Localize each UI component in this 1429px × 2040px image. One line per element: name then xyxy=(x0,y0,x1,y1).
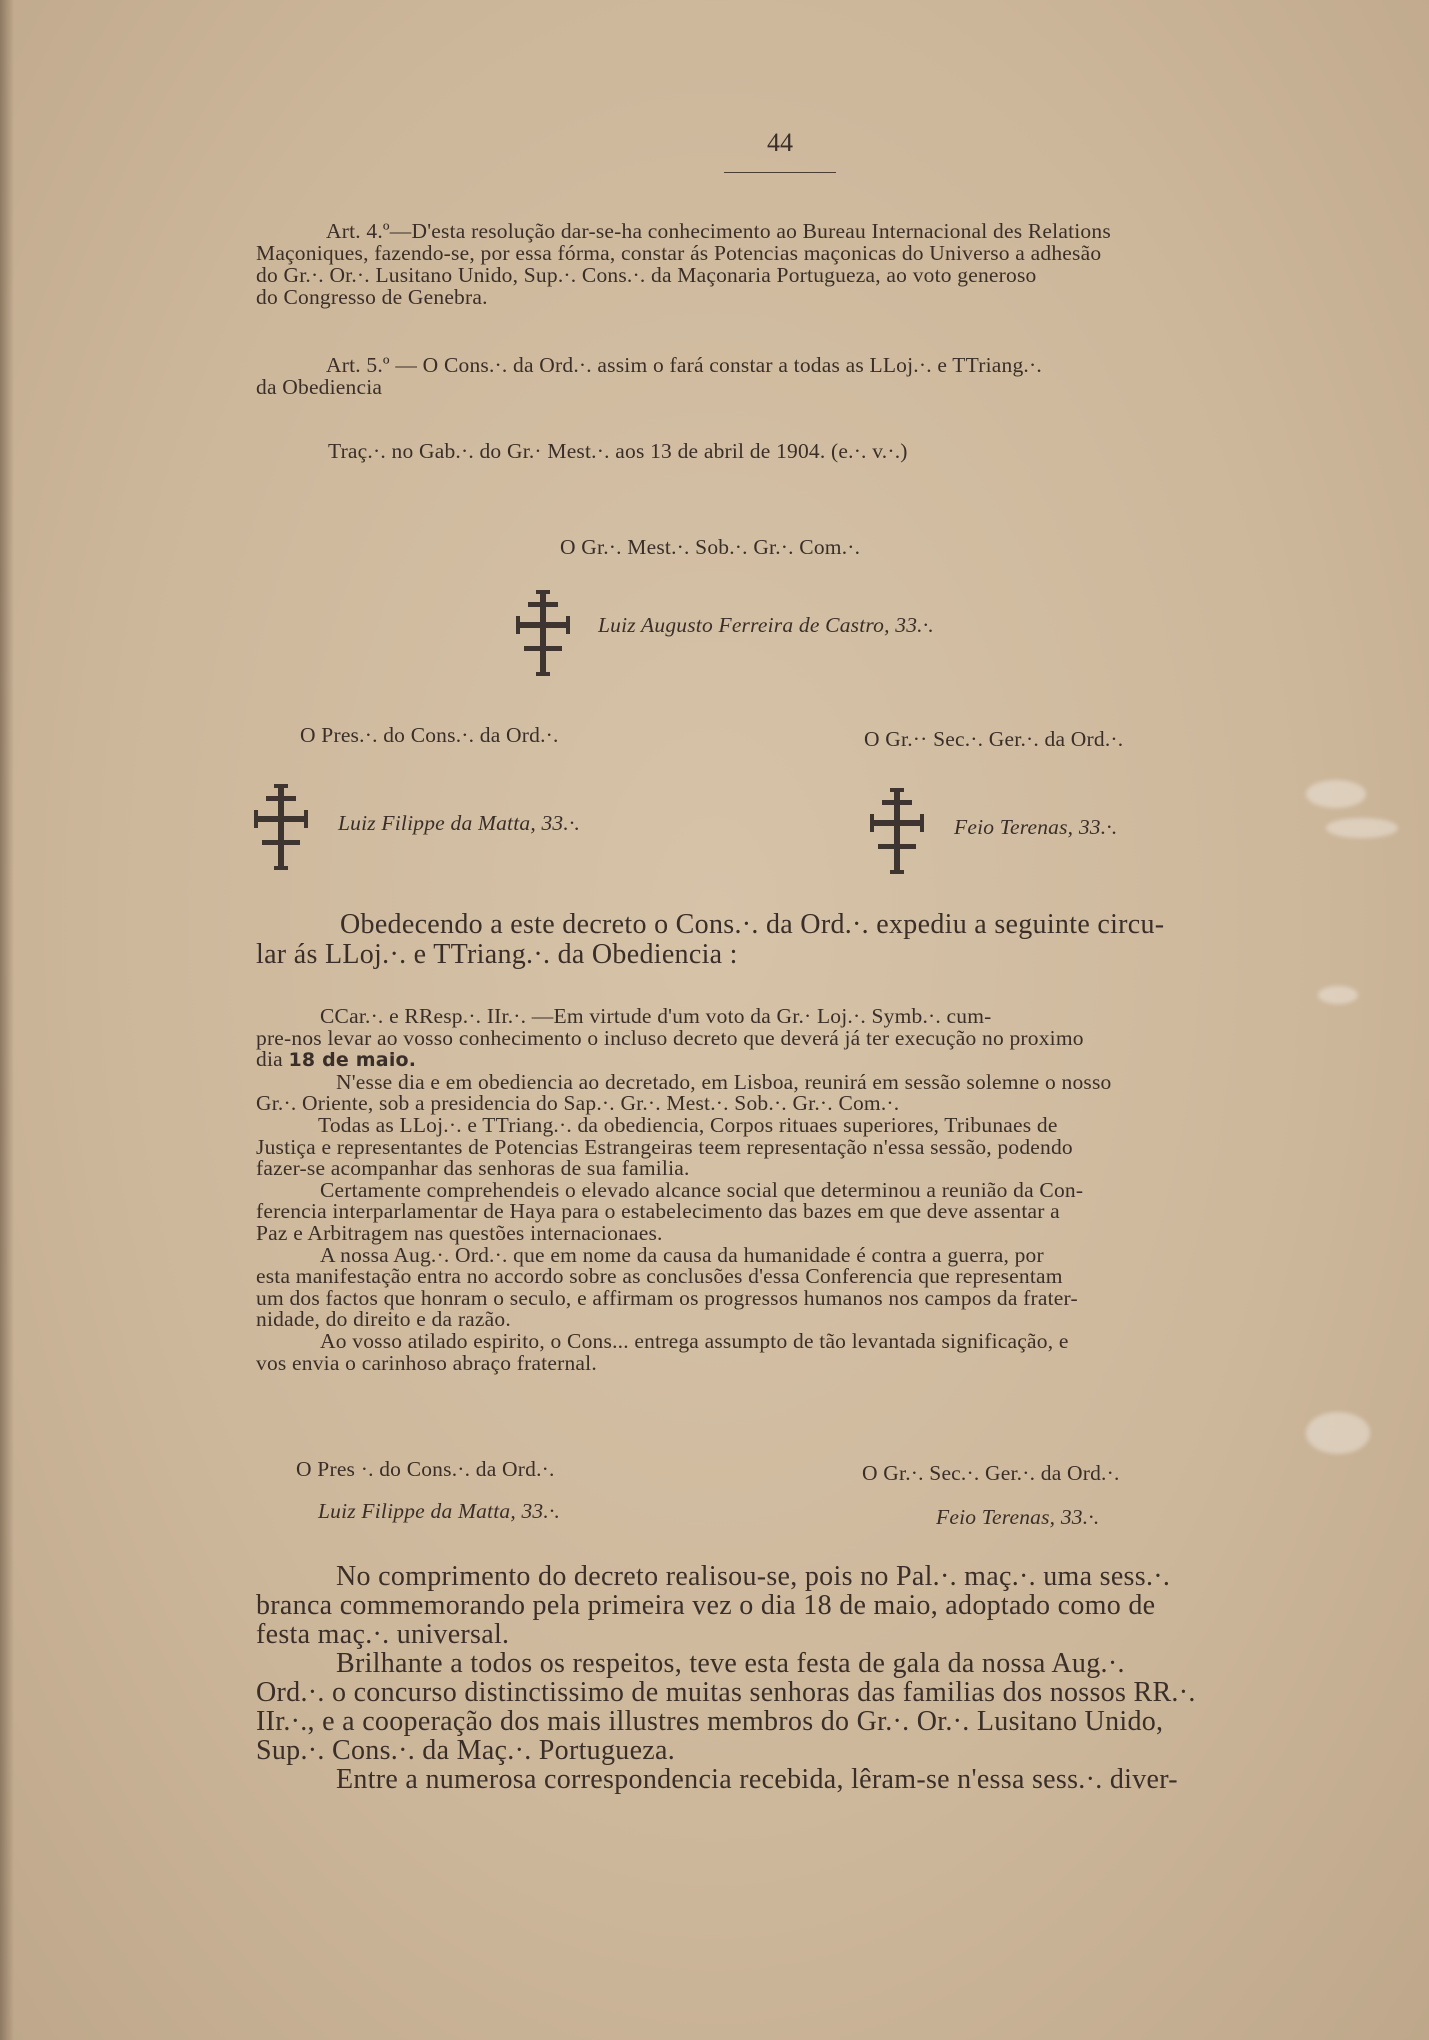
grand-master-title: O Gr.·. Mest.·. Sob.·. Gr.·. Com.·. xyxy=(560,535,861,559)
closing-text xyxy=(256,1562,1296,1794)
circular-intro xyxy=(256,910,1296,970)
text-line: um dos factos que honram o seculo, e affirmam os progressos humanos nos campos da frater- xyxy=(256,1285,1078,1310)
text-line: Todas as LLoj.·. e TTriang.·. da obediencia, Corpos rituaes superiores, Tribunaes de xyxy=(318,1112,1058,1137)
text-line: Sup.·. Cons.·. da Maç.·. Portugueza. xyxy=(256,1735,676,1766)
highlighted-date: 18 de maio. xyxy=(288,1049,417,1072)
patriarchal-cross-icon xyxy=(514,588,572,678)
circular-secretary-signature: Feio Terenas, 33.·. xyxy=(936,1505,1100,1529)
text-line: N'esse dia e em obediencia ao decretado, em Lisboa, reunirá em sessão solemne o nosso xyxy=(336,1069,1112,1094)
secretary-signature: Feio Terenas, 33.·. xyxy=(954,815,1118,839)
patriarchal-cross-icon xyxy=(868,786,926,876)
text-line: do Congresso de Genebra. xyxy=(256,285,488,309)
text-line: fazer-se acompanhar das senhoras de sua familia. xyxy=(256,1156,690,1181)
text-line: festa maç.·. universal. xyxy=(256,1619,510,1650)
text-line: nidade, do direito e da razão. xyxy=(256,1307,511,1332)
page-number-rule xyxy=(724,172,836,173)
circular-president-title: O Pres ·. do Cons.·. da Ord.·. xyxy=(296,1457,555,1481)
president-signature: Luiz Filippe da Matta, 33.·. xyxy=(338,811,581,835)
text-line: esta manifestação entra no accordo sobre as conclusões d'essa Conferencia que representam xyxy=(256,1264,1063,1289)
article-5 xyxy=(256,354,1296,398)
text-line: vos envia o carinhoso abraço fraternal. xyxy=(256,1350,597,1375)
text-line: da Obediencia xyxy=(256,375,383,399)
paper-stain xyxy=(1306,1412,1370,1454)
text-line: Art. 5.º — O Cons.·. da Ord.·. assim o fará constar a todas as LLoj.·. e TTriang.·. xyxy=(326,353,1042,377)
president-title: O Pres.·. do Cons.·. da Ord.·. xyxy=(300,723,559,747)
text-line: pre-nos levar ao vosso conhecimento o incluso decreto que deverá já ter execução no proximo xyxy=(256,1025,1084,1050)
text-line: branca commemorando pela primeira vez o dia 18 de maio, adoptado como de xyxy=(256,1590,1156,1621)
text-line: Obedecendo a este decreto o Cons.·. da Ord.·. expediu a seguinte circu- xyxy=(340,909,1165,940)
text-line: Ao vosso atilado espirito, o Cons... entrega assumpto de tão levantada significação, e xyxy=(320,1328,1069,1353)
circular-secretary-title: O Gr.·. Sec.·. Ger.·. da Ord.·. xyxy=(862,1461,1120,1485)
text-line: Certamente comprehendeis o elevado alcance social que determinou a reunião da Con- xyxy=(320,1177,1084,1202)
text-line: No comprimento do decreto realisou-se, pois no Pal.·. maç.·. uma sess.·. xyxy=(336,1561,1171,1592)
text-fragment: dia xyxy=(256,1047,289,1072)
paper-stain xyxy=(1326,818,1398,838)
text-line: Ord.·. o concurso distinctissimo de muitas senhoras das familias dos nossos RR.·. xyxy=(256,1677,1196,1708)
text-line: Justiça e representantes de Potencias Estrangeiras teem representação n'essa sessão, podendo xyxy=(256,1134,1073,1159)
text-line: lar ás LLoj.·. e TTriang.·. da Obediencia : xyxy=(256,939,738,970)
paper-stain xyxy=(1306,780,1366,808)
text-line: Art. 4.º—D'esta resolução dar-se-ha conhecimento ao Bureau Internacional des Relations xyxy=(326,219,1111,243)
grand-master-signature: Luiz Augusto Ferreira de Castro, 33.·. xyxy=(598,613,934,637)
article-4 xyxy=(256,220,1296,308)
page-number: 44 xyxy=(767,128,793,157)
text-line: CCar.·. e RResp.·. IIr.·. —Em virtude d'um voto da Gr.· Loj.·. Symb.·. cum- xyxy=(320,1004,992,1028)
patriarchal-cross-icon xyxy=(252,782,310,872)
text-line: Maçoniques, fazendo-se, por essa fórma, constar ás Potencias maçonicas do Universo a adhesão xyxy=(256,241,1102,265)
paper-stain xyxy=(1318,986,1358,1004)
text-line: Paz e Arbitragem nas questões internacionaes. xyxy=(256,1220,663,1245)
circular-body xyxy=(256,1006,1296,1374)
secretary-title: O Gr.·· Sec.·. Ger.·. da Ord.·. xyxy=(864,727,1124,751)
text-line: Gr.·. Oriente, sob a presidencia do Sap.·. Gr.·. Mest.·. Sob.·. Gr.·. Com.·. xyxy=(256,1091,900,1116)
decree-date-line: Traç.·. no Gab.·. do Gr.· Mest.·. aos 13 de abril de 1904. (e.·. v.·.) xyxy=(328,439,908,463)
text-line: IIr.·., e a cooperação dos mais illustres membros do Gr.·. Or.·. Lusitano Unido, xyxy=(256,1706,1164,1737)
text-line: do Gr.·. Or.·. Lusitano Unido, Sup.·. Cons.·. da Maçonaria Portugueza, ao voto generoso xyxy=(256,263,1037,287)
text-line: Entre a numerosa correspondencia recebida, lêram-se n'essa sess.·. diver- xyxy=(336,1764,1178,1795)
page-spine-shadow xyxy=(0,0,14,2040)
text-line: ferencia interparlamentar de Haya para o estabelecimento das bazes em que deve assentar a xyxy=(256,1199,1060,1224)
text-line xyxy=(256,1049,1296,1072)
text-line: Brilhante a todos os respeitos, teve esta festa de gala da nossa Aug.·. xyxy=(336,1648,1125,1679)
circular-president-signature: Luiz Filippe da Matta, 33.·. xyxy=(318,1499,561,1523)
text-line: A nossa Aug.·. Ord.·. que em nome da causa da humanidade é contra a guerra, por xyxy=(320,1242,1044,1267)
